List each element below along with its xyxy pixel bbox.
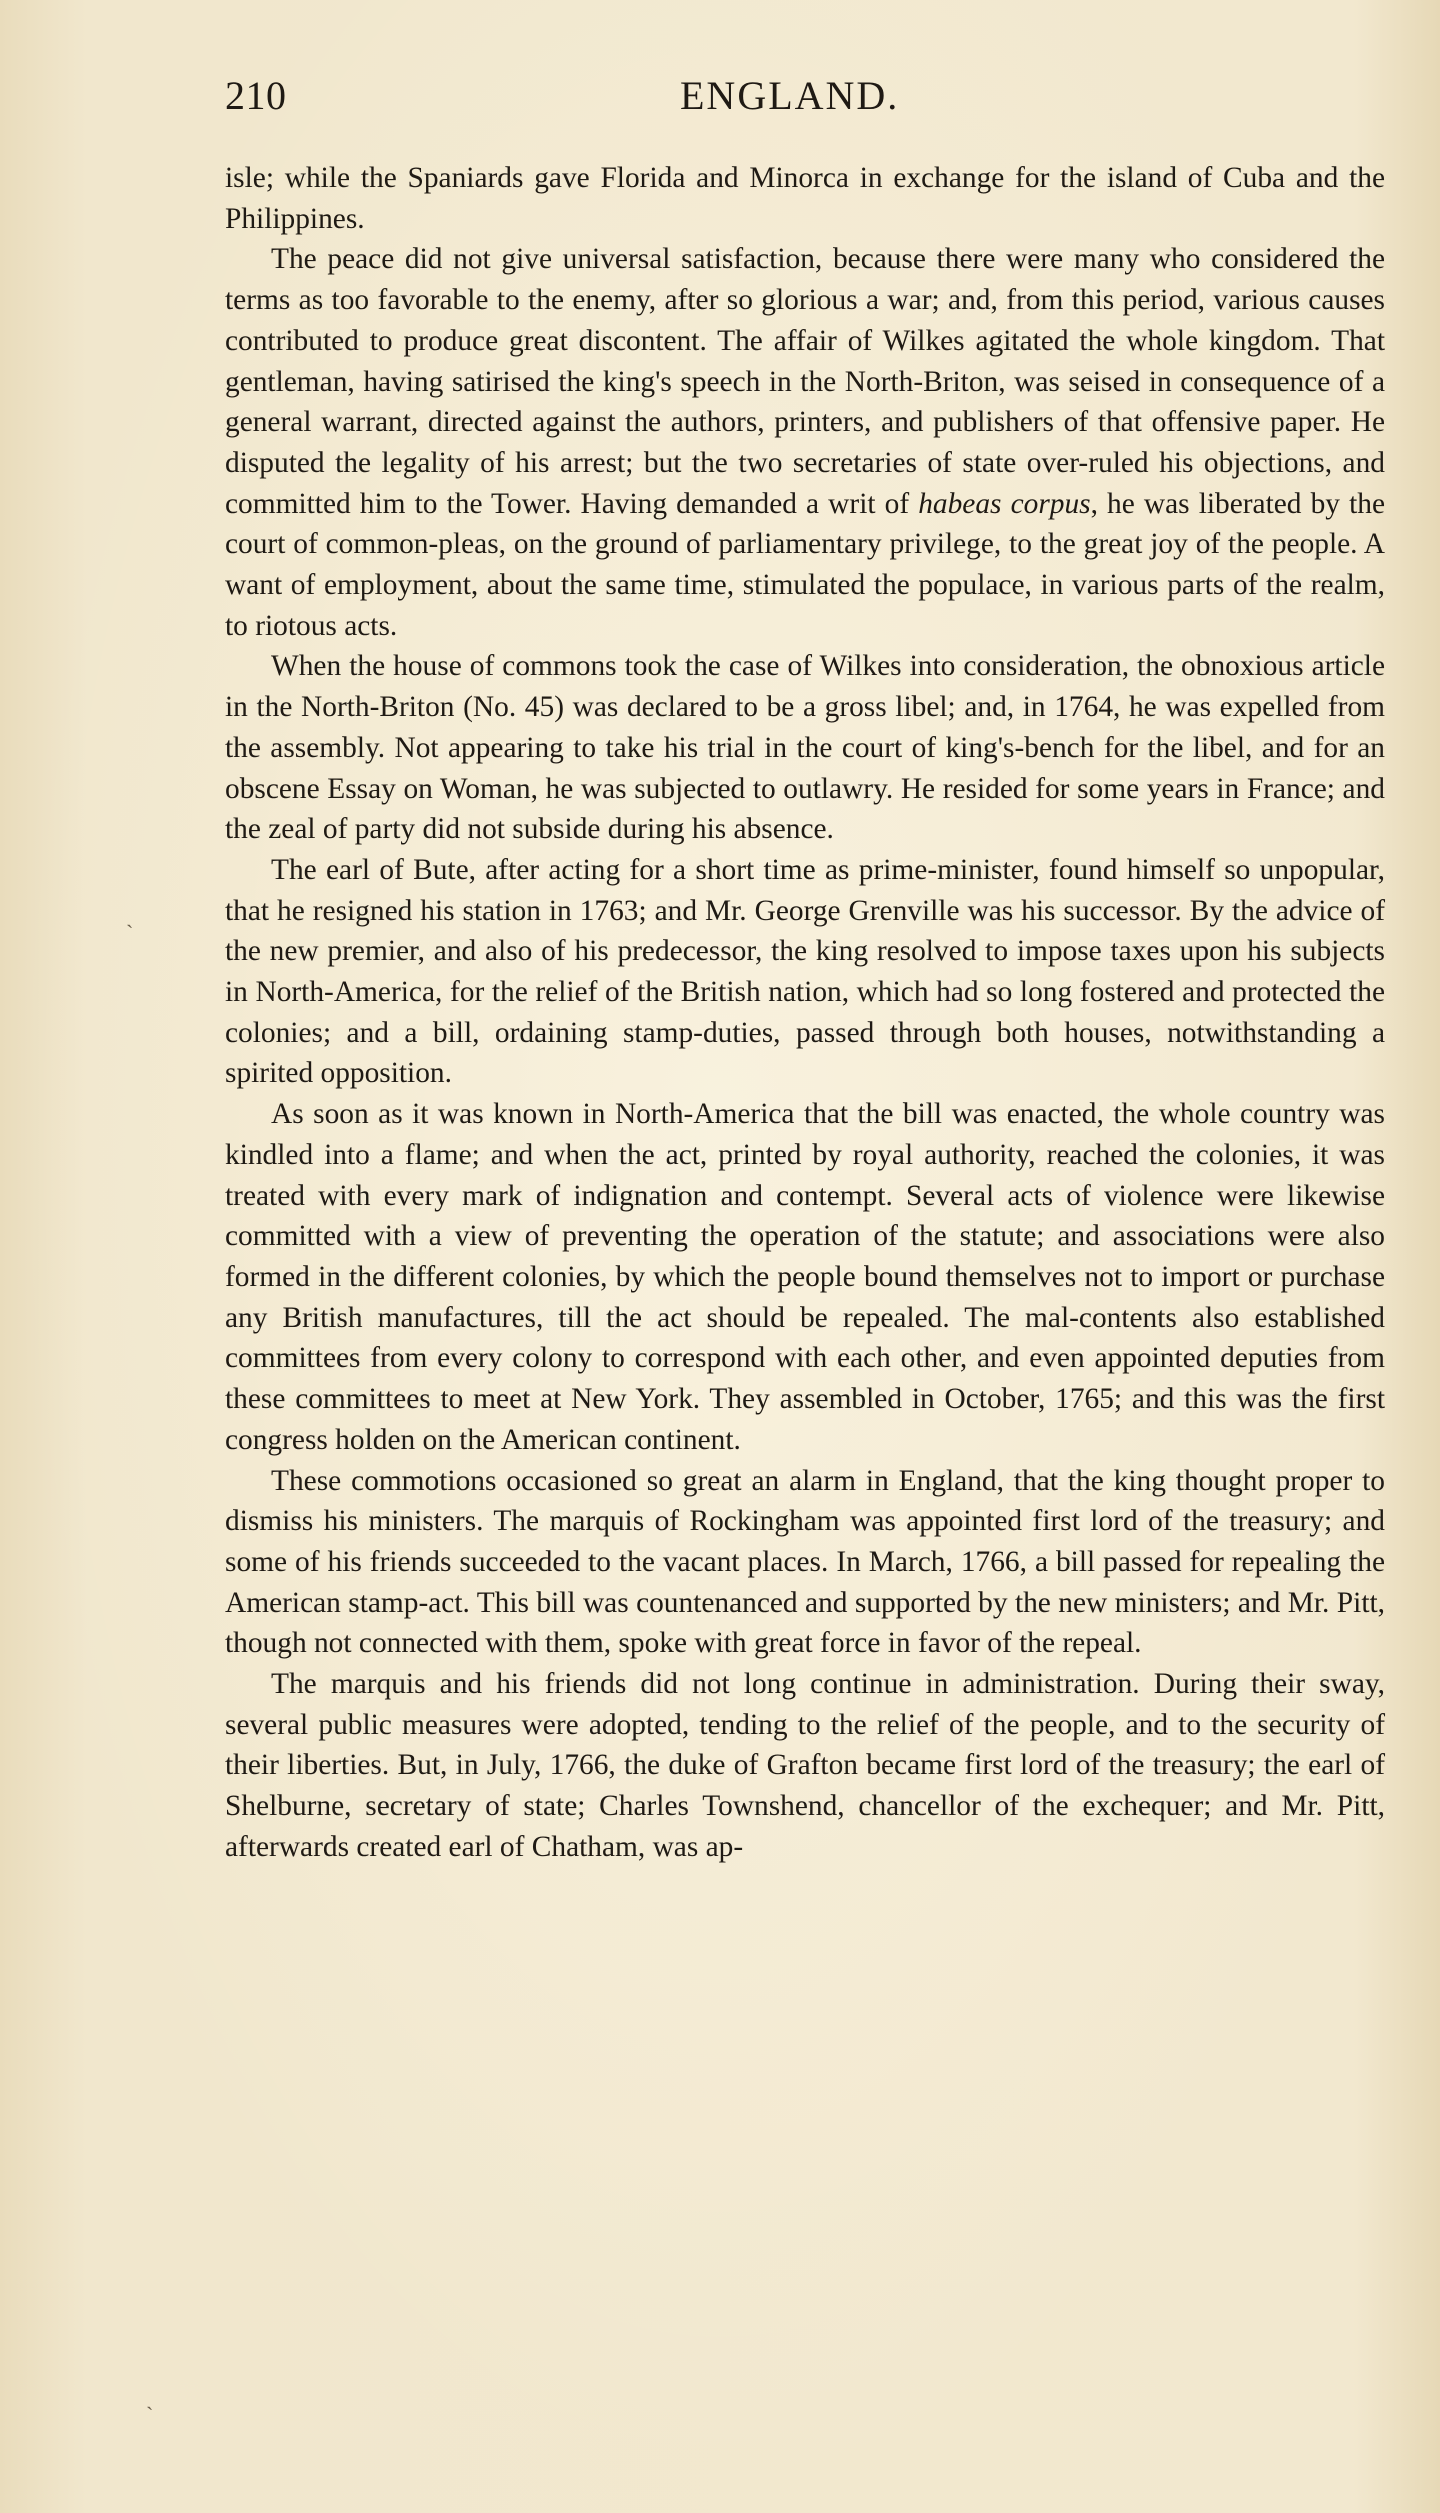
paragraph-3: [225, 646, 1385, 850]
paragraph-2-italic: habeas corpus: [918, 487, 1091, 520]
paragraph-4: [225, 850, 1385, 1094]
paragraph-1-text: isle; while the Spaniards gave Florida and Minorca in exchange for the island of Cuba and the Philippines.: [225, 162, 1385, 235]
paragraph-3-text: When the house of commons took the case of Wilkes into consideration, the obnoxious article in the North-Briton (No. 45) was declared to be a gross libel; and, in 1764, he was expelled from the assembly. Not appearing to take his trial in the court of king's-bench for the libel, and for an obscene Essay on Woman, he was subjected to outlawry. He resided for some years in France; and the zeal of party did not subside during his absence.: [225, 650, 1385, 846]
paragraph-2: [225, 239, 1385, 646]
page-number: 210: [225, 73, 287, 118]
paragraph-2-text-a: The peace did not give universal satisfaction, because there were many who considered the terms as too favorable to the enemy, after so glorious a war; and, from this period, various causes contributed to produce great discontent. The affair of Wilkes agitated the whole kingdom. That gentleman, having satirised the king's speech in the North-Briton, was seised in consequence of a general warrant, directed against the authors, printers, and publishers of that offensive paper. He disputed the legality of his arrest; but the two secretaries of state over-ruled his objections, and committed him to the Tower. Having demanded a writ of: [225, 243, 1385, 520]
paragraph-5-text: As soon as it was known in North-America that the bill was enacted, the whole country was kindled into a flame; and when the act, printed by royal authority, reached the colonies, it was treated with every mark of indignation and contempt. Several acts of violence were likewise committed with a view of preventing the operation of the statute; and associations were also formed in the different colonies, by which the people bound themselves not to import or purchase any British manufactures, till the act should be repealed. The mal-contents also established committees from every colony to correspond with each other, and even appointed deputies from these committees to meet at New York. They assembled in October, 1765; and this was the first congress holden on the American continent.: [225, 1098, 1385, 1456]
paper-speck-mark-bottom: ˏ: [146, 2385, 154, 2410]
paragraph-1: [225, 158, 1385, 239]
paragraph-2-text-b: , he was liberated by the court of common-pleas, on the ground of parliamentary privilege, to the great joy of the people. A want of employment, about the same time, stimulated the populace, in various parts of the realm, to riotous acts.: [225, 487, 1385, 642]
body-text: [225, 158, 1385, 1868]
paragraph-7-text: The marquis and his friends did not long continue in administration. During their sway, several public measures were adopted, tending to the relief of the people, and to the security of their liberties. But, in July, 1766, the duke of Grafton became first lord of the treasury; the earl of Shelburne, secretary of state; Charles Townshend, chancellor of the exchequer; and Mr. Pitt, afterwards created earl of Chatham, was ap-: [225, 1668, 1385, 1863]
paragraph-4-text: The earl of Bute, after acting for a short time as prime-minister, found himself so unpopular, that he resigned his station in 1763; and Mr. George Grenville was his successor. By the advice of the new premier, and also of his predecessor, the king resolved to impose taxes upon his subjects in North-America, for the relief of the British nation, which had so long fostered and protected the colonies; and a bill, ordaining stamp-duties, passed through both houses, notwithstanding a spirited opposition.: [225, 853, 1385, 1090]
running-title: ENGLAND.: [680, 73, 900, 118]
running-head: [225, 72, 1230, 132]
paragraph-5: [225, 1094, 1385, 1460]
paragraph-7: [225, 1664, 1385, 1868]
paragraph-6-text: These commotions occasioned so great an alarm in England, that the king thought proper to dismiss his ministers. The marquis of Rockingham was appointed first lord of the treasury; and some of his friends succeeded to the vacant places. In March, 1766, a bill passed for repealing the American stamp-act. This bill was countenanced and supported by the new ministers; and Mr. Pitt, though not connected with them, spoke with great force in favor of the repeal.: [225, 1464, 1385, 1660]
paragraph-6: [225, 1461, 1385, 1665]
paper-speck-mark: ˋ: [126, 920, 134, 945]
